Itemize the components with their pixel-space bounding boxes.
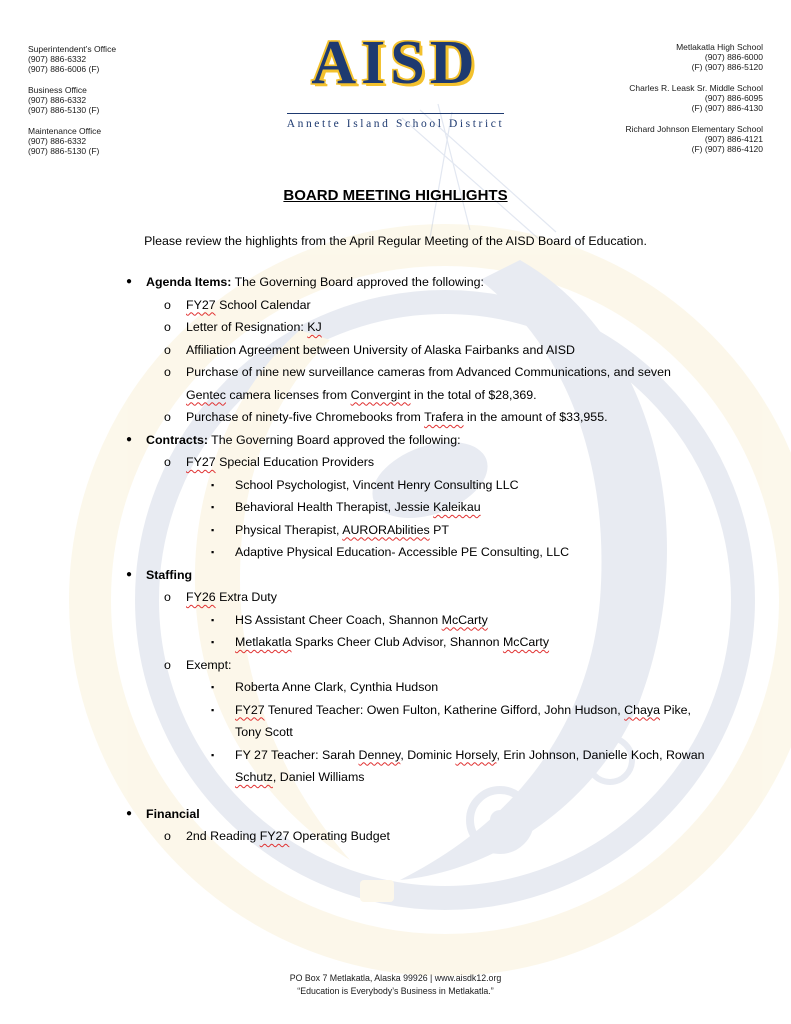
- bullet-icon: o: [164, 590, 171, 604]
- list-item-text: Contracts: The Governing Board approved the following:: [146, 432, 461, 447]
- school-block: [626, 83, 764, 113]
- list-item-text: Physical Therapist, AURORAbilities PT: [235, 522, 449, 537]
- list-item-text: Behavioral Health Therapist, Jessie Kaleikau: [235, 500, 481, 514]
- list-item: [0, 744, 791, 789]
- spellcheck-underline: Metlakatla: [235, 635, 292, 649]
- school-name: Metlakatla High School: [676, 42, 763, 52]
- office-fax: (907) 886-5130 (F): [28, 146, 100, 156]
- spellcheck-underline: KJ: [307, 320, 322, 334]
- school-phone: (907) 886-4121: [704, 134, 763, 144]
- bullet-icon: o: [164, 455, 171, 469]
- list-item: [0, 474, 791, 497]
- bullet-icon: ●: [126, 568, 133, 580]
- school-block: [626, 42, 764, 72]
- list-item-text: HS Assistant Cheer Coach, Shannon McCarty: [235, 612, 488, 627]
- school-name: Richard Johnson Elementary School: [625, 124, 763, 134]
- bullet-icon: o: [164, 829, 171, 843]
- office-phone: (907) 886-6332: [28, 136, 87, 146]
- list-item-text: Agenda Items: The Governing Board approved the following:: [146, 275, 484, 289]
- list-item-text: Metlakatla Sparks Cheer Club Advisor, Shannon McCarty: [235, 635, 550, 649]
- spellcheck-underline: FY27: [259, 829, 290, 843]
- office-name: Superintendent’s Office: [28, 44, 117, 54]
- list-item: [0, 519, 791, 542]
- list-item: [0, 564, 791, 587]
- bullet-icon: ▪: [211, 502, 215, 512]
- list-item-text: Purchase of ninety-five Chromebooks from Trafera in the amount of $33,955.: [186, 410, 608, 424]
- spellcheck-underline: Convergint: [350, 387, 411, 402]
- bullet-icon: ▪: [211, 479, 215, 490]
- spellcheck-underline: Chaya: [624, 702, 660, 717]
- spellcheck-underline: FY27: [186, 455, 216, 469]
- spellcheck-underline: FY27: [235, 702, 265, 717]
- list-item: [0, 361, 791, 406]
- bullet-icon: o: [164, 365, 171, 379]
- list-item: [0, 631, 791, 654]
- list-item: [0, 451, 791, 474]
- bullet-icon: ●: [126, 276, 133, 287]
- list-item-text: Affiliation Agreement between University of Alaska Fairbanks and AISD: [186, 342, 575, 357]
- spellcheck-underline: Trafera: [424, 410, 464, 424]
- spellcheck-underline: Kaleikau: [433, 500, 481, 514]
- office-fax: (907) 886-5130 (F): [28, 105, 100, 115]
- list-item: [0, 429, 791, 452]
- logo-acronym: AISD: [311, 29, 480, 97]
- list-item-text: Purchase of nine new surveillance cameras from Advanced Communications, and seven Gentec camera licenses from Convergint in the total of $28,369.: [186, 365, 671, 402]
- spellcheck-underline: FY27: [186, 297, 216, 312]
- list-item-text: Staffing: [146, 567, 193, 582]
- bullet-icon: ▪: [211, 749, 215, 760]
- bullet-icon: ▪: [211, 637, 215, 647]
- list-item: [0, 316, 791, 339]
- bullet-icon: o: [164, 320, 171, 334]
- office-fax: (907) 886-6006 (F): [28, 64, 100, 74]
- spellcheck-underline: Gentec: [186, 387, 226, 402]
- list-item-text: FY26 Extra Duty: [186, 590, 277, 604]
- logo-subtitle: Annette Island School District: [287, 113, 505, 130]
- school-phone: (907) 886-6000: [704, 52, 763, 62]
- office-phone: (907) 886-6332: [28, 95, 87, 105]
- list-item: [0, 496, 791, 519]
- spellcheck-underline: McCarty: [441, 612, 488, 627]
- bullet-icon: o: [164, 410, 171, 424]
- school-name: Charles R. Leask Sr. Middle School: [629, 83, 763, 93]
- list-item-text: FY27 Special Education Providers: [186, 455, 375, 469]
- footer-motto: “Education is Everybody’s Business in Metlakatla.”: [297, 986, 494, 996]
- school-fax: (F) (907) 886-4120: [691, 144, 763, 154]
- highlights-list: [0, 271, 791, 848]
- list-item: [0, 676, 791, 699]
- spellcheck-underline: AURORAbilities: [342, 522, 430, 537]
- bullet-icon: o: [164, 342, 171, 357]
- list-item: [0, 825, 791, 848]
- spellcheck-underline: McCarty: [502, 635, 550, 649]
- list-item-text: Exempt:: [186, 657, 232, 672]
- bullet-icon: ●: [126, 433, 133, 445]
- office-phone: (907) 886-6332: [28, 54, 87, 64]
- school-block: [626, 124, 764, 154]
- list-item: [0, 406, 791, 429]
- page-title: BOARD MEETING HIGHLIGHTS: [283, 187, 508, 204]
- bullet-icon: ▪: [211, 704, 215, 715]
- intro-paragraph: Please review the highlights from the April Regular Meeting of the AISD Board of Education.: [144, 234, 647, 248]
- page-footer: [0, 972, 791, 998]
- list-item-text: FY27 School Calendar: [186, 297, 311, 312]
- list-item-text: FY 27 Teacher: Sarah Denney, Dominic Horsely, Erin Johnson, Danielle Koch, Rowan Schutz, Daniel Williams: [235, 747, 705, 784]
- list-item-text: FY27 Tenured Teacher: Owen Fulton, Katherine Gifford, John Hudson, Chaya Pike, Tony Scott: [235, 702, 691, 739]
- list-item-text: 2nd Reading FY27 Operating Budget: [186, 829, 390, 843]
- bullet-icon: ▪: [211, 524, 215, 535]
- list-item: [0, 803, 791, 826]
- list-item: [0, 541, 791, 564]
- spellcheck-underline: Horsely: [455, 747, 497, 762]
- school-fax: (F) (907) 886-4130: [691, 103, 763, 113]
- office-name: Maintenance Office: [28, 126, 102, 136]
- bullet-icon: ▪: [211, 547, 215, 557]
- footer-address: PO Box 7 Metlakatla, Alaska 99926 | www.aisdk12.org: [289, 973, 502, 983]
- bullet-icon: ●: [126, 807, 133, 819]
- list-item: [0, 654, 791, 677]
- list-item-text: School Psychologist, Vincent Henry Consulting LLC: [235, 477, 519, 492]
- bullet-icon: o: [164, 297, 171, 312]
- school-phone: (907) 886-6095: [704, 93, 763, 103]
- spellcheck-underline: Schutz: [235, 770, 273, 784]
- list-item: [0, 699, 791, 744]
- bullet-icon: o: [164, 657, 171, 672]
- spellcheck-underline: Denney: [358, 747, 401, 762]
- list-item: [0, 271, 791, 294]
- list-item-text: Financial: [146, 806, 200, 821]
- list-item: [0, 339, 791, 362]
- bullet-icon: ▪: [211, 682, 215, 692]
- header-right-schools: [626, 42, 764, 165]
- list-item-text: Letter of Resignation: KJ: [186, 320, 322, 334]
- list-item: [0, 586, 791, 609]
- spellcheck-underline: FY26: [186, 590, 216, 604]
- list-item: [0, 294, 791, 317]
- office-name: Business Office: [28, 85, 87, 95]
- list-item-text: Adaptive Physical Education- Accessible PE Consulting, LLC: [235, 545, 570, 559]
- list-item-text: Roberta Anne Clark, Cynthia Hudson: [235, 680, 439, 694]
- list-item: [0, 609, 791, 632]
- school-fax: (F) (907) 886-5120: [691, 62, 763, 72]
- bullet-icon: ▪: [211, 614, 215, 625]
